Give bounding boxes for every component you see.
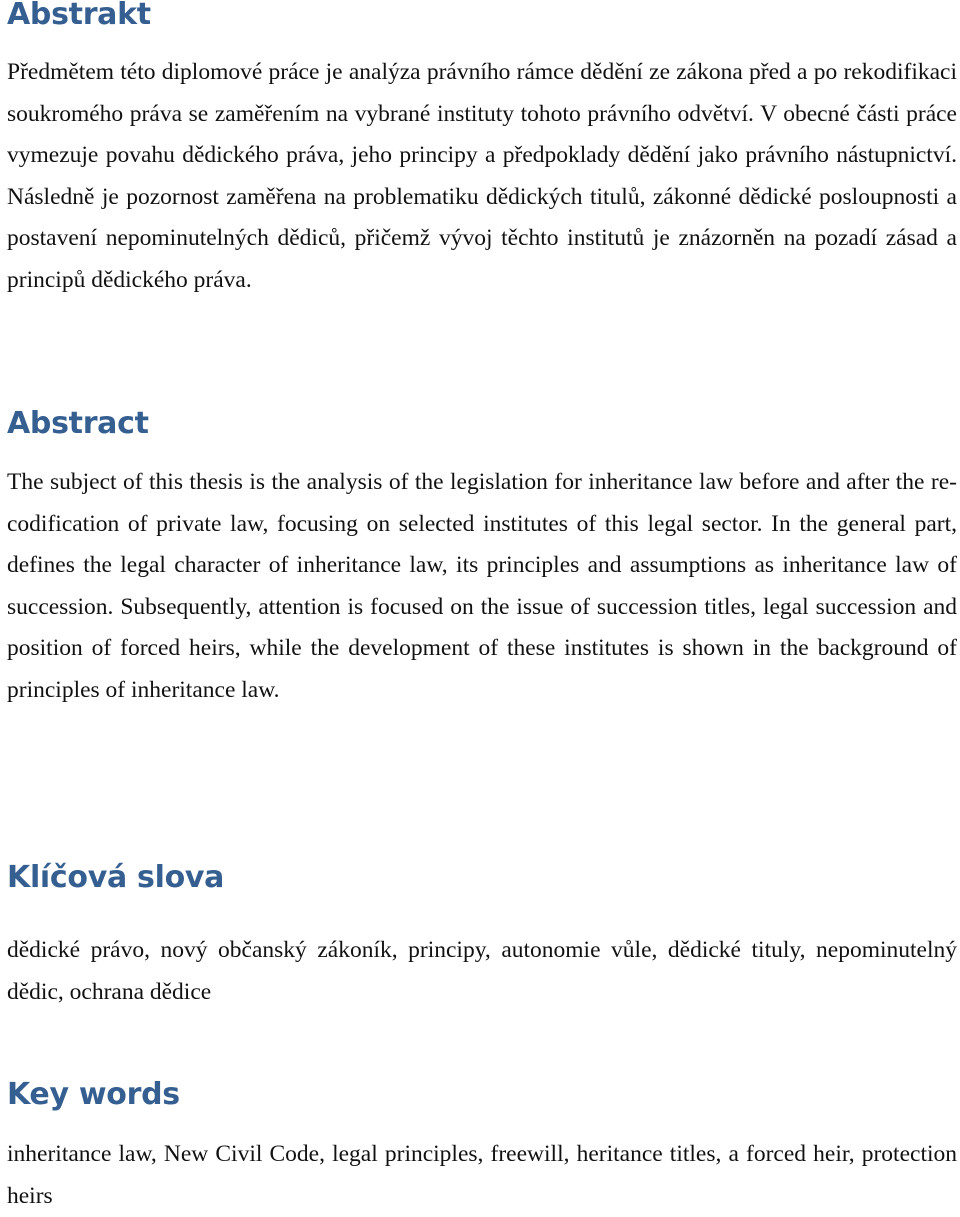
abstract-text: The subject of this thesis is the analysis of the legislation for inheritance law before and after the re-codification of private law, focusing on selected institutes of this legal sector. In the general part, defines the legal character of inheritance law, its principles and assumptions as inheritance law of succession. Subsequently, attention is focused on the issue of succession titles, legal succession and position of forced heirs, while the development of these institutes is shown in the background of principles of inheritance law.: [7, 469, 957, 703]
key-words-text: inheritance law, New Civil Code, legal principles, freewill, heritance titles, a forced heir, protection heirs: [7, 1141, 957, 1209]
klicova-slova-text: dědické právo, nový občanský zákoník, principy, autonomie vůle, dědické tituly, nepominutelný dědic, ochrana dědice: [7, 937, 957, 1005]
abstract-heading: Abstract: [7, 406, 149, 441]
klicova-slova-heading: Klíčová slova: [7, 860, 225, 895]
key-words-heading: Key words: [7, 1077, 180, 1112]
abstrakt-heading: Abstrakt: [7, 0, 151, 32]
abstrakt-text: Předmětem této diplomové práce je analýza právního rámce dědění ze zákona před a po rekodifikaci soukromého práva se zaměřením na vybrané instituty tohoto právního odvětví. V obecné části práce vymezuje povahu dědického práva, jeho principy a předpoklady dědění jako právního nástupnictví. Následně je pozornost zaměřena na problematiku dědických titulů, zákonné dědické posloupnosti a postavení nepominutelných dědiců, přičemž vývoj těchto institutů je znázorněn na pozadí zásad a principů dědického práva.: [7, 59, 957, 293]
